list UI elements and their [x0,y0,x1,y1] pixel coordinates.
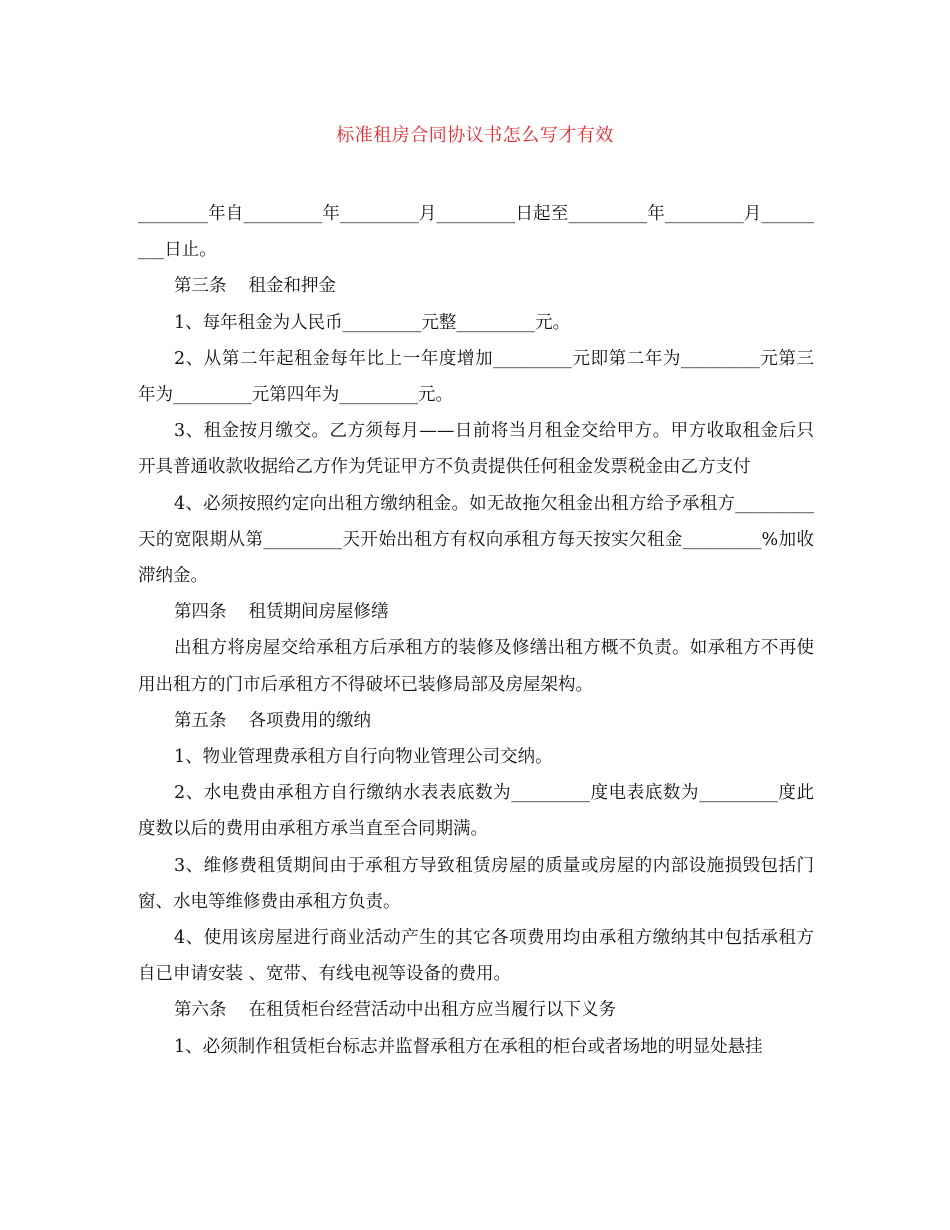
paragraph-rent-payment: 3、租金按月缴交。乙方须每月——日前将当月租金交给甲方。甲方收取租金后只开具普通收款收据给乙方作为凭证甲方不负责提供任何租金发票税金由乙方支付 [138,421,814,478]
section-number: 第六条 [174,1000,227,1021]
section-title: 租金和押金 [248,276,336,297]
section-title: 各项费用的缴纳 [248,710,371,731]
paragraph-property-fee: 1、物业管理费承租方自行向物业管理公司交纳。 [174,747,553,768]
paragraph-rent-late: 4、必须按照约定向出租方缴纳租金。如无故拖欠租金出租方给予承租方_________天的宽限期从第_________天开始出租方有权向承租方每天按实欠租金_________%加收滞纳金。 [138,493,814,587]
section-heading-3 [138,268,814,304]
document-body [138,196,814,1065]
section-heading-4 [138,594,814,630]
section-title: 租赁期间房屋修缮 [248,602,389,623]
section-number: 第五条 [174,710,227,731]
paragraph-other-fees: 4、使用该房屋进行商业活动产生的其它各项费用均由承租方缴纳其中包括承租方自已申请安装 、宽带、有线电视等设备的费用。 [138,928,814,985]
section-number: 第四条 [174,602,227,623]
section-title: 在租赁柜台经营活动中出租方应当履行以下义务 [248,1000,616,1021]
section-heading-6 [138,992,814,1028]
paragraph-lessor-duty-1: 1、必须制作租赁柜台标志并监督承租方在承租的柜台或者场地的明显处悬挂 [174,1036,763,1057]
section-number: 第三条 [174,276,227,297]
section-heading-5 [138,703,814,739]
paragraph-maintenance: 3、维修费租赁期间由于承租方导致租赁房屋的质量或房屋的内部设施损毁包括门窗、水电等维修费由承租方负责。 [138,855,814,912]
paragraph-utilities: 2、水电费由承租方自行缴纳水表表底数为_________度电表底数为_________度此度数以后的费用由承租方承当直至合同期满。 [138,783,814,840]
paragraph-term-period: ________年自_________年_________月_________日起至_________年_________月_________日止。 [138,204,814,261]
paragraph-repairs: 出租方将房屋交给承租方后承租方的装修及修缮出租方概不负责。如承租方不再使用出租方的门市后承租方不得破坏已装修局部及房屋架构。 [138,638,814,695]
paragraph-rent-increase: 2、从第二年起租金每年比上一年度增加_________元即第二年为_________元第三年为_________元第四年为_________元。 [138,348,814,406]
page-title: 标准租房合同协议书怎么写才有效 [336,125,614,146]
paragraph-rent-amount: 1、每年租金为人民币_________元整_________元。 [174,312,571,333]
